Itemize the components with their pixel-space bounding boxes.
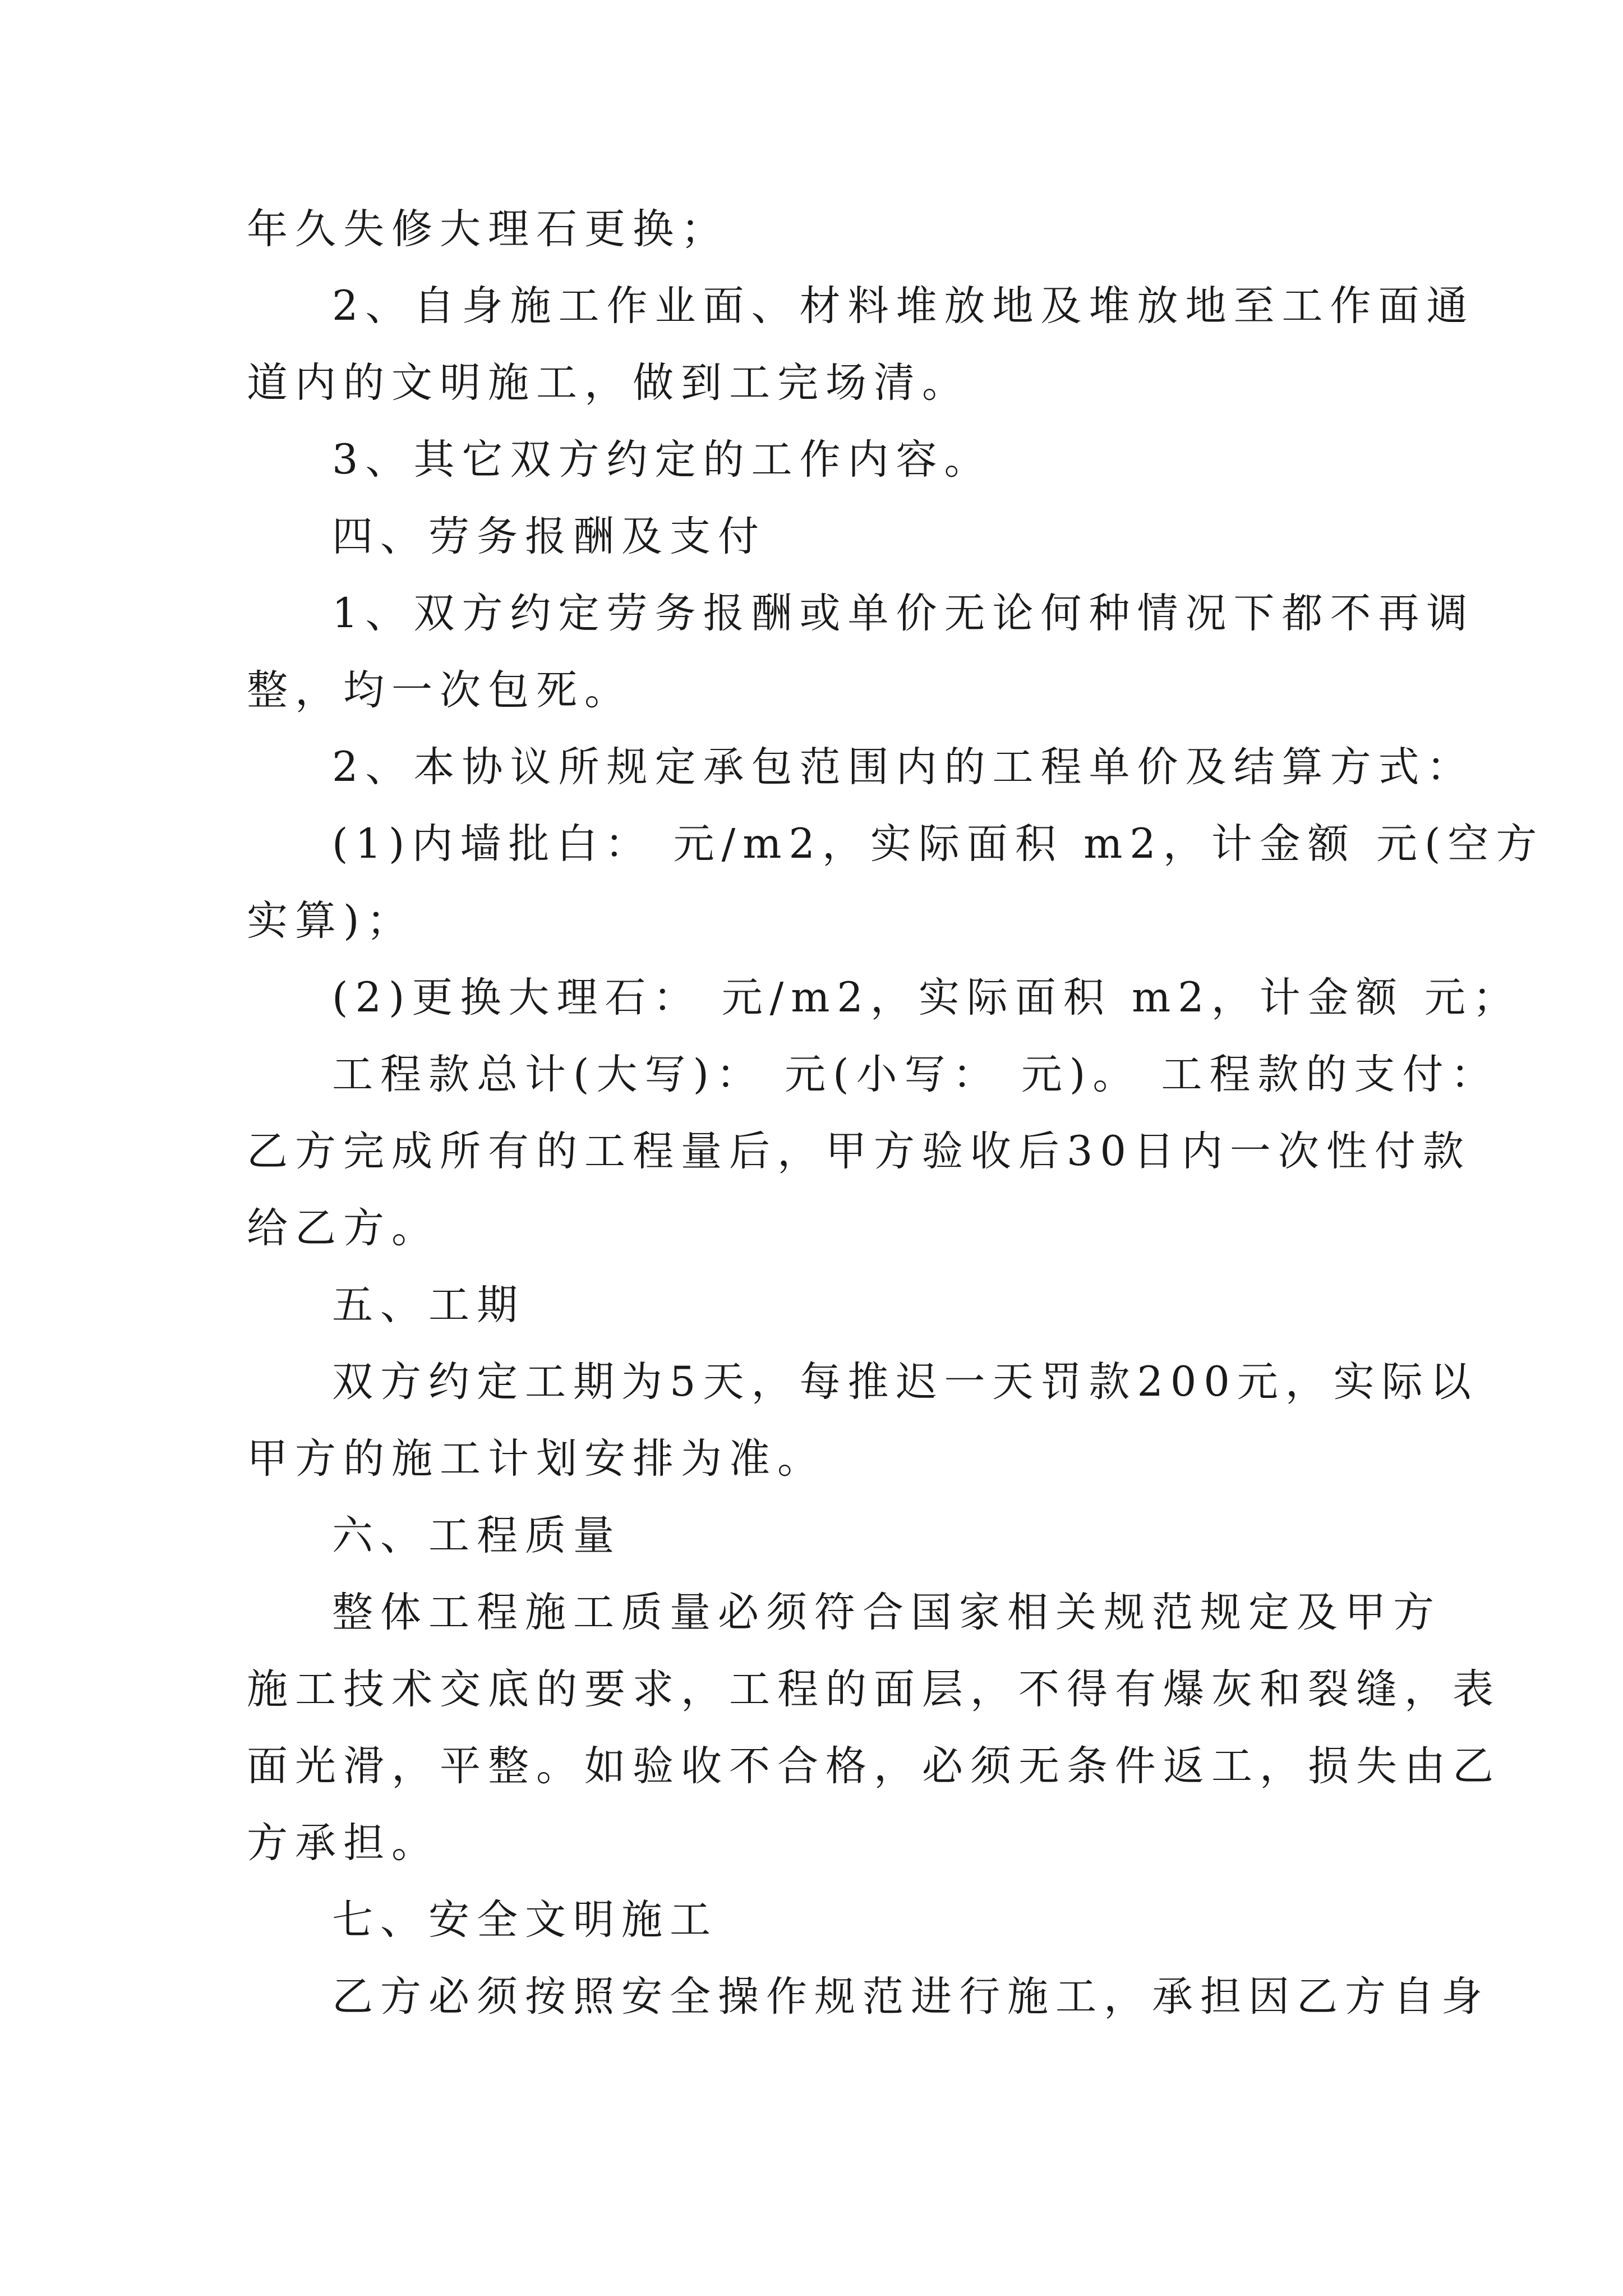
text-line-8: 2、本协议所规定承包范围内的工程单价及结算方式：	[332, 743, 1475, 791]
text-line-19: 整体工程施工质量必须符合国家相关规范规定及甲方	[332, 1589, 1441, 1636]
text-line-17: 甲方的施工计划安排为准。	[247, 1435, 826, 1483]
text-line-22: 方承担。	[247, 1819, 440, 1867]
section-heading-remuneration: 四、劳务报酬及支付	[332, 513, 766, 560]
text-line-10: 实算)；	[247, 897, 415, 945]
section-heading-quality: 六、工程质量	[332, 1512, 621, 1559]
text-line-21: 面光滑，平整。如验收不合格，必须无条件返工，损失由乙	[247, 1742, 1501, 1790]
text-line-20: 施工技术交底的要求，工程的面层，不得有爆灰和裂缝，表	[247, 1665, 1501, 1713]
text-line-3: 道内的文明施工，做到工完场清。	[247, 359, 970, 407]
text-line-7: 整，均一次包死。	[247, 666, 633, 714]
section-heading-schedule: 五、工期	[332, 1281, 525, 1329]
text-line-1: 年久失修大理石更换；	[247, 205, 729, 253]
text-line-9: (1)内墙批白： 元/m2，实际面积 m2，计金额 元(空方	[332, 820, 1544, 868]
contract-body-text	[247, 191, 1544, 2035]
text-line-14: 给乙方。	[247, 1204, 440, 1252]
text-line-6: 1、双方约定劳务报酬或单价无论何种情况下都不再调	[332, 590, 1475, 637]
text-line-16: 双方约定工期为5天，每推迟一天罚款200元，实际以	[332, 1358, 1478, 1406]
text-line-4: 3、其它双方约定的工作内容。	[332, 436, 993, 484]
text-line-11: (2)更换大理石： 元/m2，实际面积 m2，计金额 元；	[332, 974, 1521, 1022]
text-line-2: 2、自身施工作业面、材料堆放地及堆放地至工作面通	[332, 282, 1475, 330]
section-heading-safety: 七、安全文明施工	[332, 1896, 718, 1944]
text-line-12: 工程款总计(大写)： 元(小写： 元)。 工程款的支付：	[332, 1051, 1499, 1098]
text-line-13: 乙方完成所有的工程量后，甲方验收后30日内一次性付款	[247, 1128, 1471, 1175]
text-line-24: 乙方必须按照安全操作规范进行施工，承担因乙方自身	[332, 1973, 1490, 2021]
